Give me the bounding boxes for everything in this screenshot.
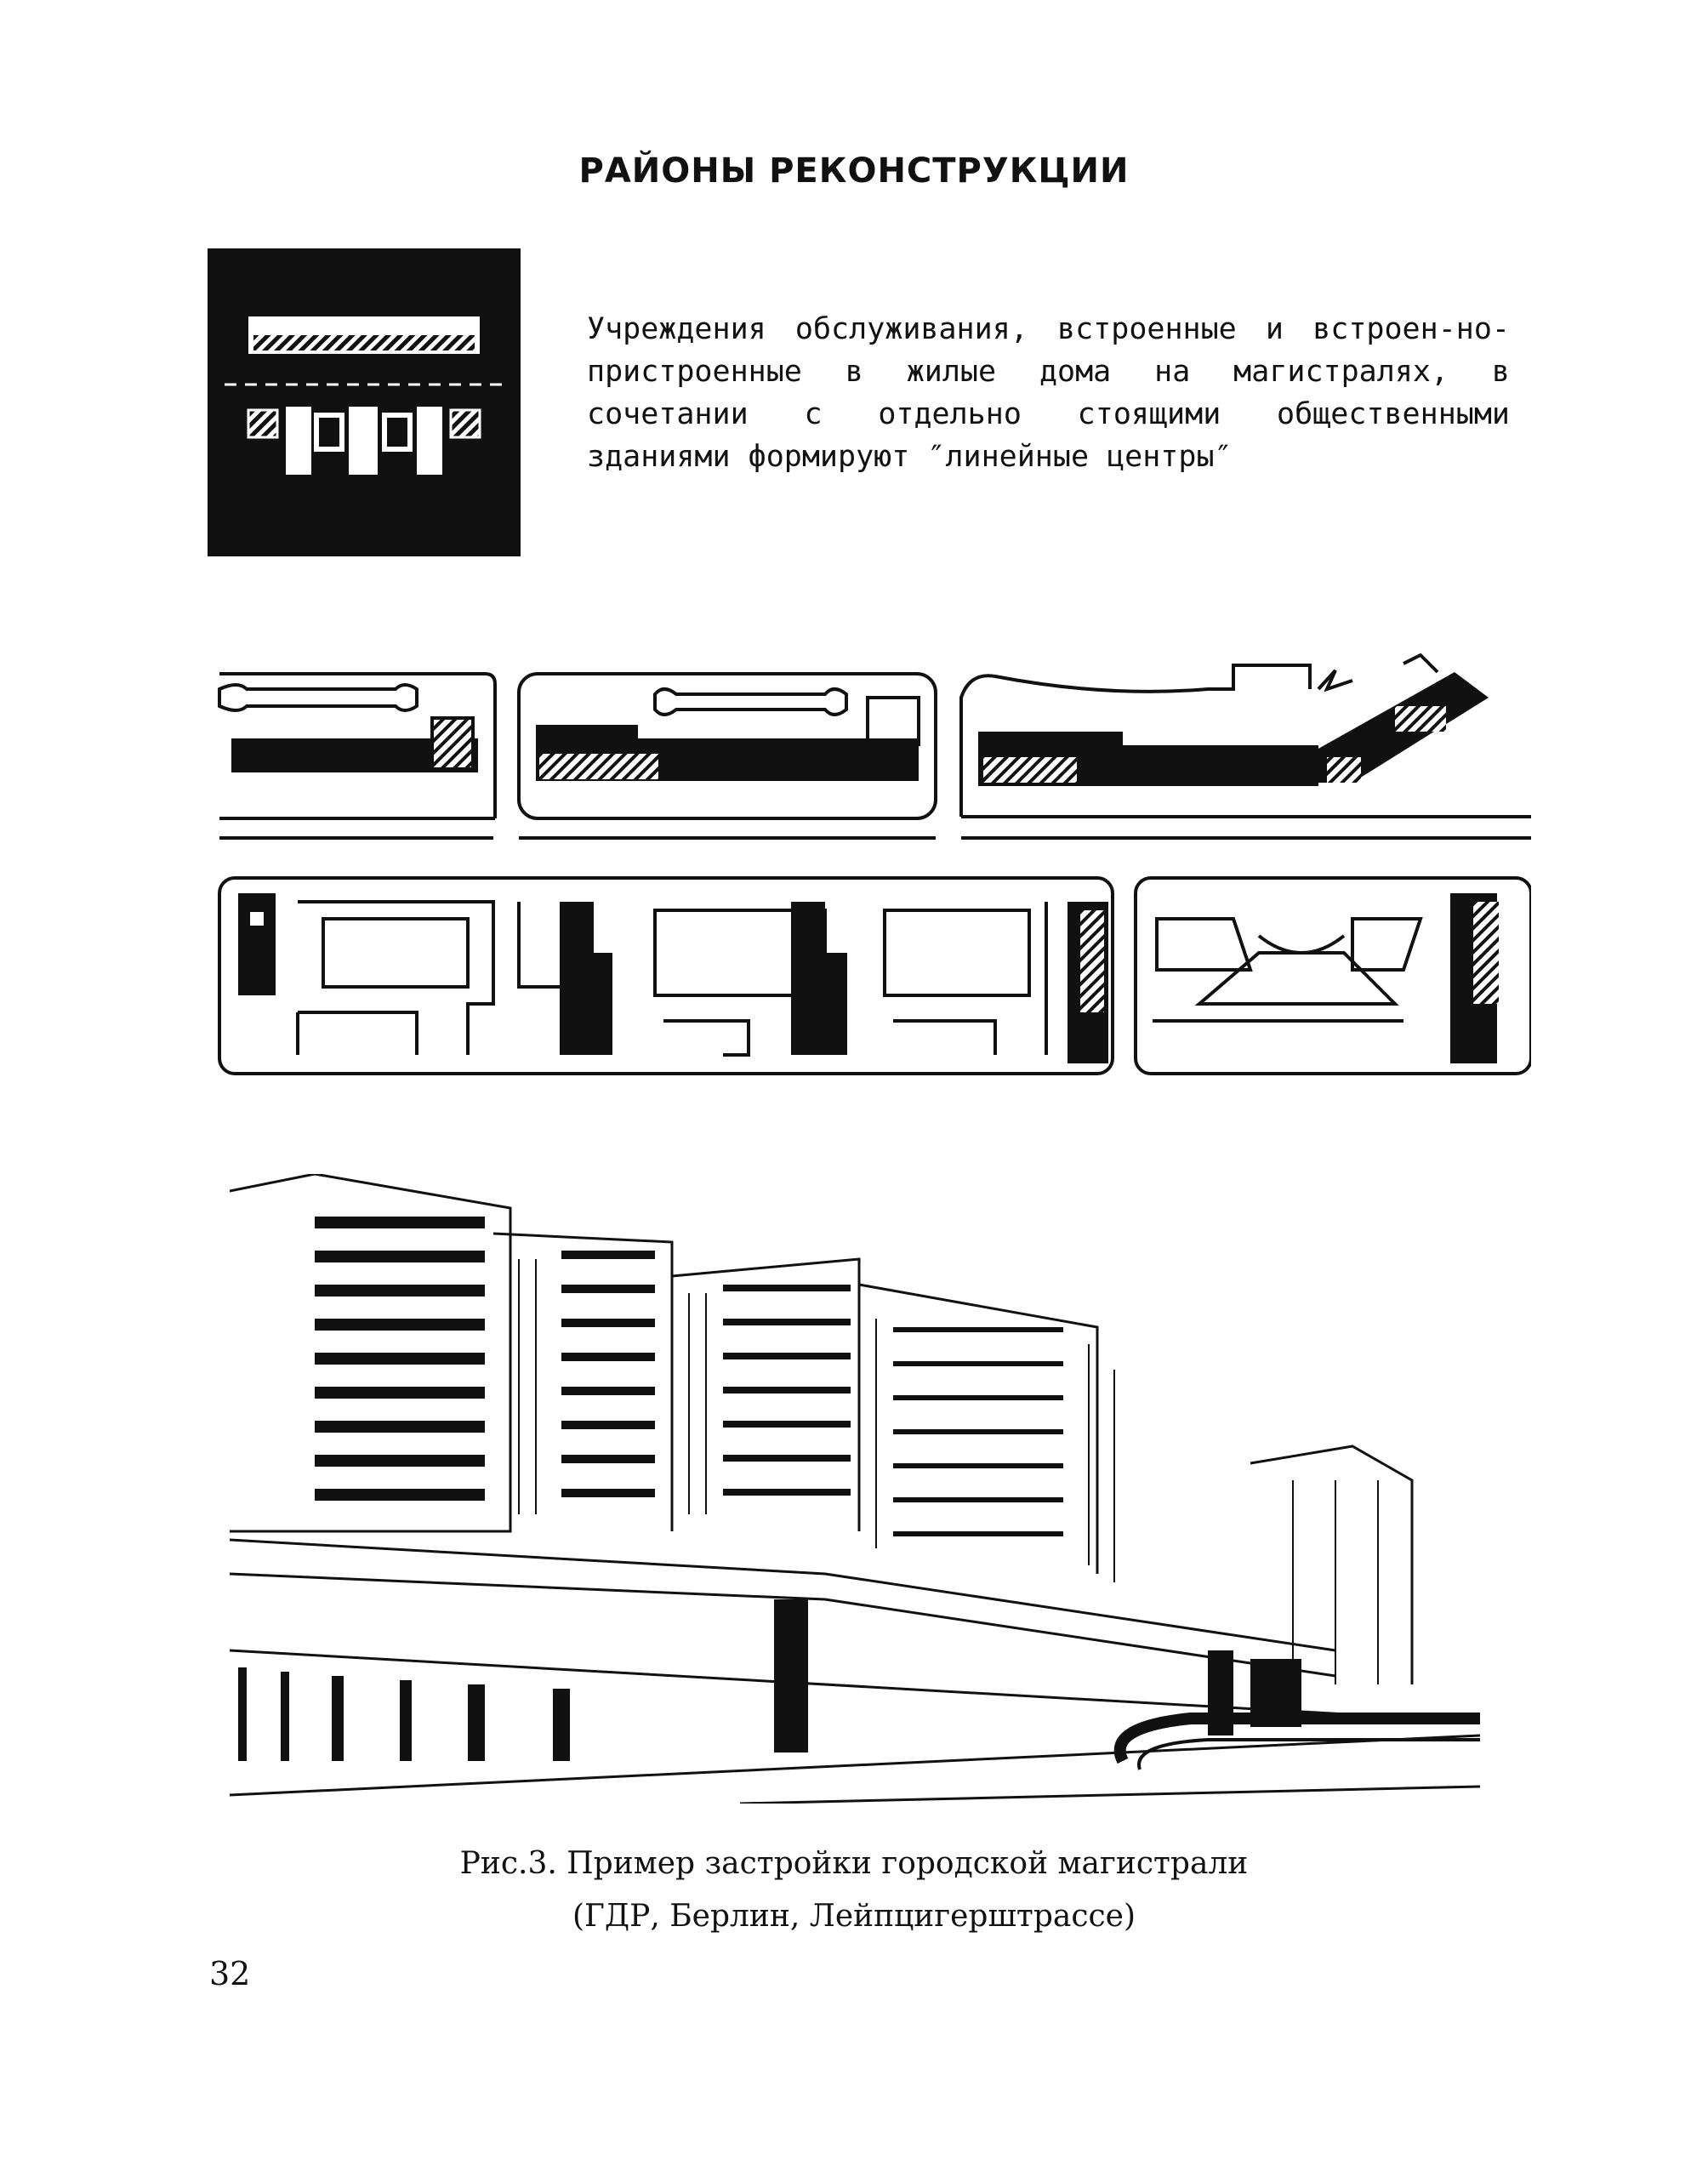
figure-caption xyxy=(0,1838,1708,1943)
page-number: 32 xyxy=(209,1955,251,1992)
page-title: РАЙОНЫ РЕКОНСТРУКЦИИ xyxy=(578,151,1130,191)
street-perspective-drawing xyxy=(230,1174,1480,1804)
intro-paragraph: Учреждения обслуживания, встроенные и встроен-но-пристроенные в жилые дома на магистралях, в сочетании с отдельно стоящими общественными зданиями формируют ″линейные центры″ xyxy=(587,312,1510,474)
plan-diagrams xyxy=(213,647,1531,1089)
caption-line-2: (ГДР, Берлин, Лейпцигерштрассе) xyxy=(572,1899,1136,1934)
caption-line-1: Рис.3. Пример застройки городской магистрали xyxy=(459,1846,1249,1881)
key-diagram xyxy=(208,248,521,556)
